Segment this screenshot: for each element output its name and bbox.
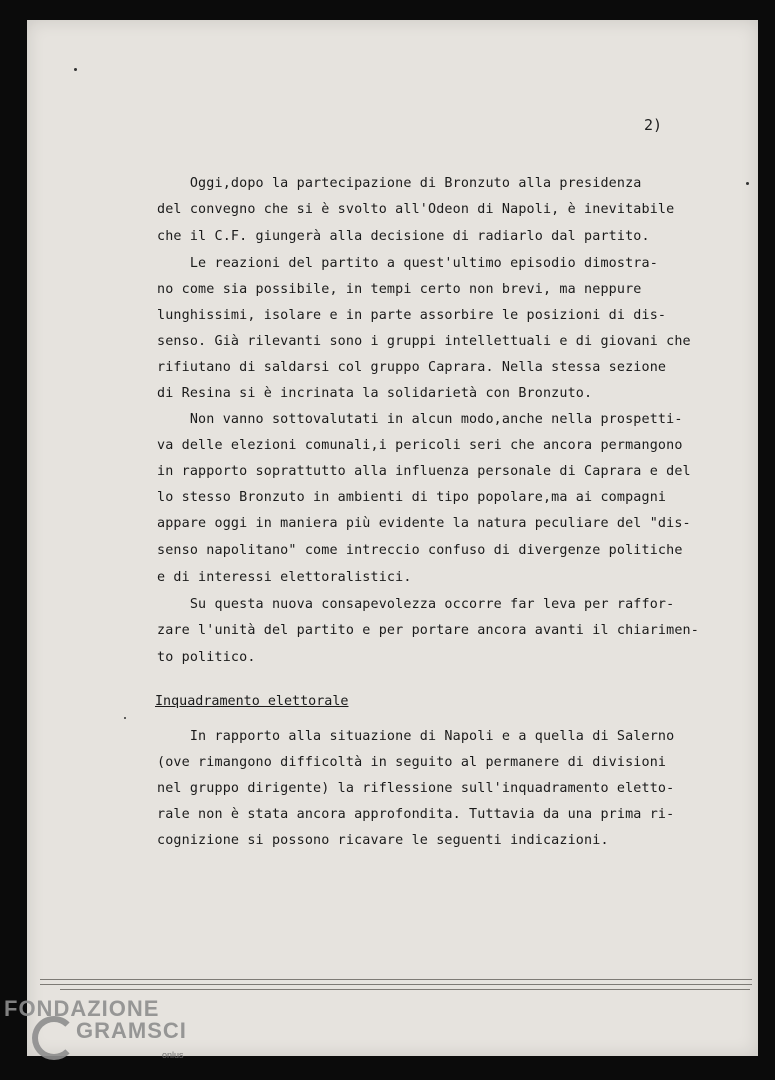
text-line: Non vanno sottovalutati in alcun modo,anche nella prospetti- <box>157 412 683 427</box>
text-line: senso napolitano" come intreccio confuso di divergenze politiche <box>157 543 683 558</box>
text-line: del convegno che si è svolto all'Odeon di Napoli, è inevitabile <box>157 202 675 217</box>
text-line: lo stesso Bronzuto in ambienti di tipo popolare,ma ai compagni <box>157 490 667 505</box>
watermark-logo <box>4 996 194 1076</box>
section-heading: Inquadramento elettorale <box>155 694 349 709</box>
paper-speck <box>746 182 749 185</box>
text-line: di Resina si è incrinata la solidarietà con Bronzuto. <box>157 386 593 401</box>
watermark-line2: GRAMSCI <box>76 1018 187 1043</box>
text-line: rifiutano di saldarsi col gruppo Caprara. Nella stessa sezione <box>157 360 667 375</box>
text-line: appare oggi in maniera più evidente la natura peculiare del "dis- <box>157 516 691 531</box>
bottom-rule <box>60 989 750 990</box>
text-line: nel gruppo dirigente) la riflessione sull'inquadramento eletto- <box>157 781 675 796</box>
text-line: rale non è stata ancora approfondita. Tuttavia da una prima ri- <box>157 807 675 822</box>
text-line: (ove rimangono difficoltà in seguito al permanere di divisioni <box>157 755 667 770</box>
watermark-line3: onlus <box>162 1050 184 1060</box>
text-line: Oggi,dopo la partecipazione di Bronzuto alla presidenza <box>157 176 642 191</box>
paper-speck <box>74 68 77 71</box>
text-line: Su questa nuova consapevolezza occorre far leva per raffor- <box>157 597 675 612</box>
text-line: va delle elezioni comunali,i pericoli seri che ancora permangono <box>157 438 683 453</box>
text-line: lunghissimi, isolare e in parte assorbire le posizioni di dis- <box>157 308 667 323</box>
text-line: zare l'unità del partito e per portare ancora avanti il chiarimen- <box>157 623 699 638</box>
text-line: Le reazioni del partito a quest'ultimo episodio dimostra- <box>157 256 658 271</box>
text-line: no come sia possibile, in tempi certo non brevi, ma neppure <box>157 282 642 297</box>
bottom-rule <box>40 979 752 980</box>
page-number: 2) <box>644 116 663 134</box>
text-line: e di interessi elettoralistici. <box>157 570 412 585</box>
text-line: che il C.F. giungerà alla decisione di radiarlo dal partito. <box>157 229 650 244</box>
watermark-line1: FONDAZIONE <box>4 996 160 1021</box>
paper-speck <box>124 717 126 719</box>
text-line: cognizione si possono ricavare le seguenti indicazioni. <box>157 833 609 848</box>
text-line: in rapporto soprattutto alla influenza personale di Caprara e del <box>157 464 691 479</box>
text-line: In rapporto alla situazione di Napoli e a quella di Salerno <box>157 729 675 744</box>
text-line: senso. Già rilevanti sono i gruppi intellettuali e di giovani che <box>157 334 691 349</box>
text-line: to politico. <box>157 650 256 665</box>
bottom-rule <box>40 984 752 985</box>
g-logo-icon <box>32 1016 76 1060</box>
